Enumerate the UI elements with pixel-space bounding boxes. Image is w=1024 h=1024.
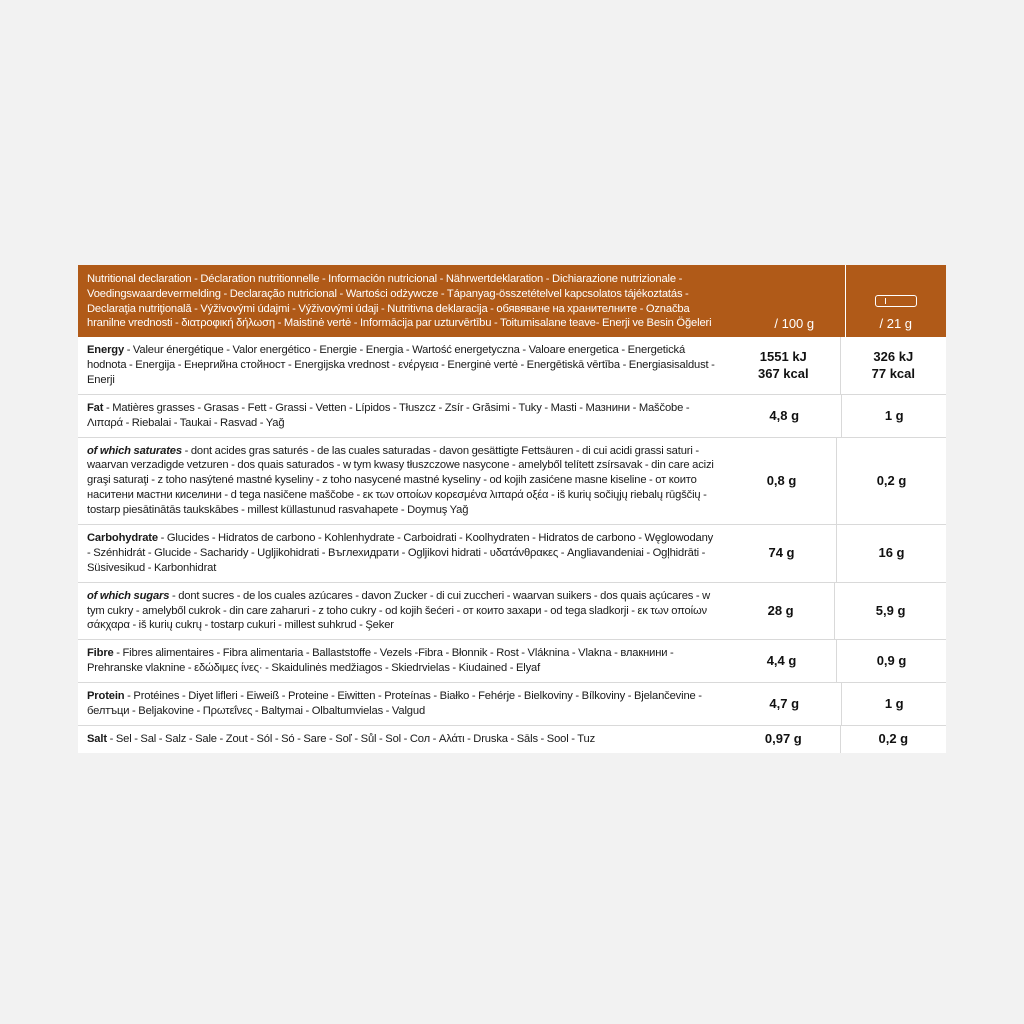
table-row xyxy=(78,640,946,683)
value-per-100g-stack xyxy=(768,545,794,561)
title-line-2: Voedingswaardevermelding - Declaração nutricional - Wartości odżywcze - Tápanyag-összetételvel kapcsolatos tájékoztatás - xyxy=(87,287,689,300)
nutrient-name-text: of which sugars - dont sucres - de los cuales azúcares - davon Zucker - di cui zuccheri - waarvan suikers - dos quais açúcares - w tym cukry - amelyből cukrok - din care zaharuri - z toho cukry - od kojih šećeri - от които захари - od tega sladkorji - εκ των οποίων σάκχαρα - iš kurių cukrų - tostarp cukuri - millest suhkrud - Şeker xyxy=(87,589,711,632)
table-row xyxy=(78,726,946,753)
value-per-portion-line: 0,2 g xyxy=(878,731,909,747)
table-row xyxy=(78,525,946,583)
value-per-100g xyxy=(727,395,841,437)
value-per-portion xyxy=(836,525,946,582)
value-per-portion-stack xyxy=(878,545,904,561)
value-per-100g xyxy=(727,683,841,725)
value-per-portion xyxy=(840,726,946,753)
value-per-portion-line: 16 g xyxy=(878,545,905,561)
nutrient-name-text: Fibre - Fibres alimentaires - Fibra alimentaria - Ballaststoffe - Vezels -Fibra - Błonnik - Rost - Vláknina - Vlakna - влакнини - Prehranske vlaknine - εδώδιμες ίνες· - Skaidulinės medžiagos - Skiedrvielas - Kiudained - Elyaf xyxy=(87,647,674,675)
value-per-portion-line: 1 g xyxy=(884,407,904,423)
nutrition-rows xyxy=(78,337,946,753)
column-header-per-portion xyxy=(845,265,947,337)
value-per-100g-line: 1551 kJ xyxy=(759,348,807,364)
value-per-100g xyxy=(727,726,840,753)
value-per-portion-stack xyxy=(879,731,909,747)
value-per-portion-stack xyxy=(877,653,907,669)
nutrient-name-text: Fat - Matières grasses - Grasas - Fett - Grassi - Vetten - Lípidos - Tłuszcz - Zsír - Grăsimi - Tuky - Masti - Мазнини - Maščobe - Λιπαρά - Riebalai - Taukai - Rasvad - Yağ xyxy=(87,401,690,429)
column-header-per-portion-label: / 21 g xyxy=(879,316,913,332)
nutrient-name-cell xyxy=(78,640,727,682)
column-header-per-100g xyxy=(744,265,845,337)
value-per-portion xyxy=(836,438,946,524)
value-per-portion-line: 5,9 g xyxy=(875,602,906,618)
value-per-100g xyxy=(727,337,840,394)
nutrient-name-cell xyxy=(78,583,727,640)
nutrient-name-text: Energy - Valeur énergétique - Valor energético - Energie - Energia - Wartość energetyczna - Valoare energetica - Energetická hodnota - Energija - Енергийна стойност - Energijska vrednost - ενέργεια - Energinė vertė - Energētiskā vērtība - Energiasisaldust - Enerji xyxy=(87,344,715,386)
table-row xyxy=(78,395,946,438)
value-per-portion xyxy=(840,337,946,394)
nutrient-name-cell xyxy=(78,525,727,582)
value-per-100g-stack xyxy=(758,349,809,383)
value-per-portion-line: 0,9 g xyxy=(876,653,907,669)
table-row xyxy=(78,438,946,525)
value-per-portion-stack xyxy=(872,349,915,383)
column-header-per-100g-label: / 100 g xyxy=(774,316,815,332)
value-per-portion xyxy=(841,683,946,725)
value-per-100g-line: 4,7 g xyxy=(769,695,800,711)
value-per-portion-stack xyxy=(876,603,906,619)
bar-portion-icon xyxy=(875,295,917,307)
value-per-100g-stack xyxy=(769,408,799,424)
value-per-100g xyxy=(727,583,834,640)
nutrient-name-text: of which saturates - dont acides gras saturés - de las cuales saturadas - davon gesättigte Fettsäuren - di cui acidi grassi saturi - waarvan verzadigde vetzuren - dos quais saturados - w tym kwasy tłuszczowe nasycone - amelyből telített zsírsavak - din care acizi graşi saturaţi - z toho nasýtené mastné kyseliny - z toho nasycené mastné kyseliny - od kojih zasićene masne kiseline - от които наситени мастни киселини - d tega nasičene maščobe - εκ των οποίων κορεσμένα λιπαρά οξέα - iš kurių sočiųjų riebalų rūgščių - tostarp piesātinātās taukskābes - millest küllastunud rasvahapete - Doymuş Yağ xyxy=(87,444,714,517)
value-per-100g-line: 4,8 g xyxy=(769,407,800,423)
value-per-100g xyxy=(727,438,836,524)
nutrient-name-cell xyxy=(78,726,727,753)
nutrient-name-cell xyxy=(78,337,727,394)
title-line-3: Declaraţia nutriţională - Výživovými údajmi - Výživovými údaji - Nutritivna deklaracija - обявяване на хранителните - Označba xyxy=(87,302,690,315)
nutrient-name-cell xyxy=(78,683,727,725)
title-line-1: Nutritional declaration - Déclaration nutritionnelle - Información nutricional - Nährwertdeklaration - Dichiarazione nutrizionale - xyxy=(87,273,683,285)
value-per-100g-line: 4,4 g xyxy=(766,653,797,669)
value-per-100g-line: 28 g xyxy=(767,602,794,618)
nutrition-table xyxy=(78,265,946,753)
nutrient-name-text: Protein - Protéines - Diyet lifleri - Eiweiß - Proteine - Eiwitten - Proteínas - Białko - Fehérje - Bielkoviny - Bílkoviny - Bjelančevine - белтъци - Beljakovine - Πρωτεΐνες - Baltymai - Olbaltumvielas - Valgud xyxy=(87,690,702,718)
value-per-100g-line: 0,97 g xyxy=(764,731,802,747)
value-per-portion-stack xyxy=(885,696,904,712)
value-per-portion-line: 77 kcal xyxy=(871,365,915,381)
value-per-portion-stack xyxy=(877,473,907,489)
table-row xyxy=(78,683,946,726)
value-per-portion xyxy=(841,395,946,437)
nutrient-name-text: Carbohydrate - Glucides - Hidratos de carbono - Kohlenhydrate - Carboidrati - Koolhydraten - Hidratos de carbono - Węglowodany - Szénhidrát - Glucide - Sacharidy - Ugljikohidrati - Въглехидрати - Ogljikovi hidrati - υδατάνθρακες - Angliavandeniai - Ogļhidrāti - Süsivesikud - Karbonhidrat xyxy=(87,532,714,574)
value-per-portion-line: 326 kJ xyxy=(873,348,914,364)
value-per-100g-stack xyxy=(769,696,799,712)
value-per-100g-line: 0,8 g xyxy=(766,472,797,488)
value-per-portion xyxy=(834,583,946,640)
value-per-portion-line: 0,2 g xyxy=(876,472,907,488)
value-per-portion-line: 1 g xyxy=(884,695,904,711)
value-per-portion xyxy=(836,640,946,682)
nutrient-name-cell xyxy=(78,395,727,437)
value-per-100g-line: 367 kcal xyxy=(758,365,809,381)
nutritional-declaration-title xyxy=(78,265,744,337)
value-per-100g-line: 74 g xyxy=(768,545,795,561)
value-per-portion-stack xyxy=(885,408,904,424)
value-per-100g xyxy=(727,525,836,582)
value-per-100g-stack xyxy=(767,473,797,489)
table-row xyxy=(78,583,946,641)
value-per-100g-stack xyxy=(768,603,794,619)
value-per-100g xyxy=(727,640,836,682)
value-per-100g-stack xyxy=(767,653,797,669)
table-header xyxy=(78,265,946,337)
nutrient-name-text: Salt - Sel - Sal - Salz - Sale - Zout - Sól - Só - Sare - Soľ - Sůl - Sol - Сол - Αλάτι - Druska - Sāls - Sool - Tuz xyxy=(87,732,596,745)
table-row xyxy=(78,337,946,395)
value-per-100g-stack xyxy=(765,731,802,747)
title-line-4: hranilne vrednosti - διατροφική δήλωση - Maistinė vertė - Informācija par uzturvērtību - Toitumisalane teave- Enerji ve Besin Öğeleri xyxy=(87,317,712,330)
nutrient-name-cell xyxy=(78,438,727,524)
